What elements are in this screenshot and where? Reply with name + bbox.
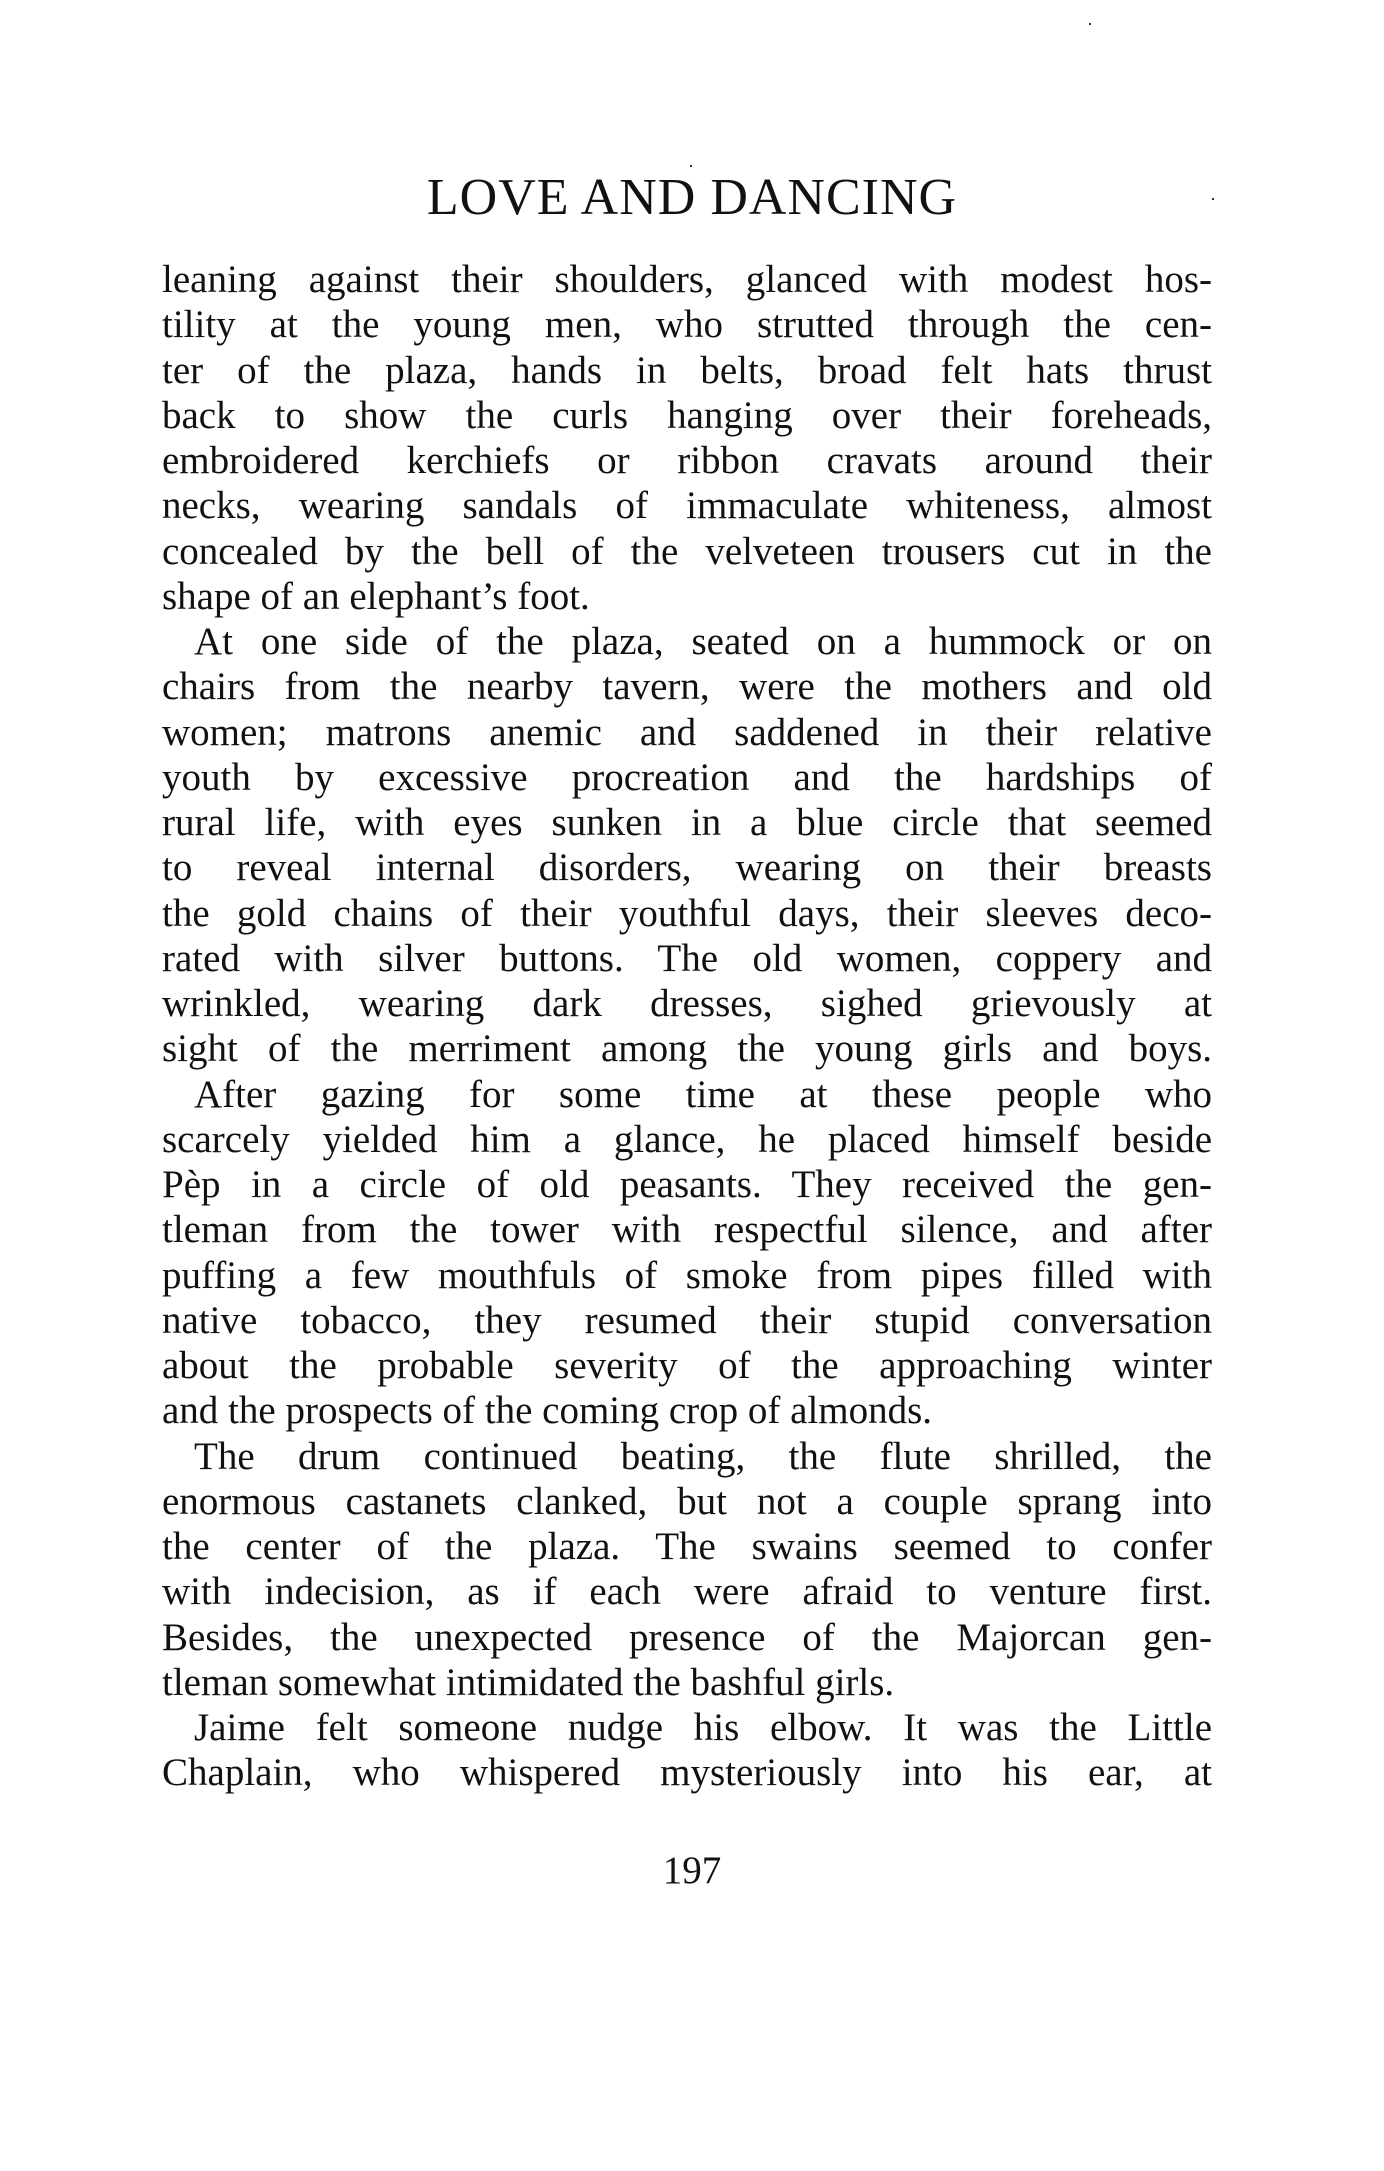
- text-line: scarcely yielded him a glance, he placed himself beside: [162, 1117, 1212, 1161]
- text-line: shape of an elephant’s foot.: [162, 574, 590, 618]
- text-line: Jaime felt someone nudge his elbow. It was the Little: [194, 1706, 1212, 1749]
- text-line: puffing a few mouthfuls of smoke from pipes filled with: [162, 1253, 1212, 1297]
- text-line: ter of the plaza, hands in belts, broad felt hats thrust: [162, 348, 1212, 392]
- paragraph-1: [162, 257, 1212, 619]
- text-line: about the probable severity of the approaching winter: [162, 1344, 1212, 1387]
- page-number: 197: [662, 1849, 722, 1892]
- paragraph-2: [162, 619, 1212, 1072]
- text-line: back to show the curls hanging over their foreheads,: [162, 393, 1212, 437]
- scan-speck: [690, 165, 692, 167]
- text-line: tleman somewhat intimidated the bashful girls.: [162, 1660, 895, 1704]
- text-line: At one side of the plaza, seated on a hummock or on: [194, 620, 1212, 663]
- text-line: necks, wearing sandals of immaculate whiteness, almost: [162, 484, 1212, 528]
- paragraph-4: [162, 1434, 1212, 1706]
- text-line: tility at the young men, who strutted through the cen-: [162, 303, 1212, 347]
- text-line: concealed by the bell of the velveteen trousers cut in the: [162, 529, 1212, 573]
- text-line: youth by excessive procreation and the hardships of: [162, 755, 1212, 799]
- text-line: Pèp in a circle of old peasants. They received the gen-: [162, 1163, 1212, 1206]
- text-line: and the prospects of the coming crop of almonds.: [162, 1389, 933, 1433]
- scan-speck: [1089, 23, 1091, 25]
- text-line: native tobacco, they resumed their stupid conversation: [162, 1298, 1212, 1342]
- text-line: the gold chains of their youthful days, their sleeves deco-: [162, 891, 1212, 935]
- body-text: [162, 257, 1212, 1796]
- text-line: wrinkled, wearing dark dresses, sighed grievously at: [162, 982, 1212, 1025]
- paragraph-5: [162, 1705, 1212, 1796]
- text-line: leaning against their shoulders, glanced with modest hos-: [162, 258, 1212, 301]
- text-line: women; matrons anemic and saddened in their relative: [162, 710, 1212, 754]
- text-line: sight of the merriment among the young girls and boys.: [162, 1027, 1212, 1071]
- text-line: After gazing for some time at these people who: [194, 1072, 1212, 1116]
- text-line: rural life, with eyes sunken in a blue circle that seemed: [162, 801, 1212, 844]
- text-line: the center of the plaza. The swains seemed to confer: [162, 1525, 1212, 1568]
- text-line: chairs from the nearby tavern, were the mothers and old: [162, 665, 1212, 709]
- text-line: Chaplain, who whispered mysteriously into his ear, at: [162, 1751, 1212, 1795]
- scan-speck: [1212, 198, 1214, 200]
- text-line: with indecision, as if each were afraid to venture first.: [162, 1570, 1212, 1614]
- text-line: tleman from the tower with respectful silence, and after: [162, 1208, 1212, 1252]
- text-line: The drum continued beating, the flute shrilled, the: [194, 1434, 1212, 1478]
- text-line: Besides, the unexpected presence of the Majorcan gen-: [162, 1615, 1212, 1659]
- running-head: LOVE AND DANCING: [426, 169, 958, 226]
- paragraph-3: [162, 1072, 1212, 1434]
- text-line: enormous castanets clanked, but not a couple sprang into: [162, 1479, 1212, 1523]
- text-line: to reveal internal disorders, wearing on their breasts: [162, 846, 1212, 890]
- text-line: rated with silver buttons. The old women, coppery and: [162, 936, 1212, 980]
- text-line: embroidered kerchiefs or ribbon cravats around their: [162, 439, 1212, 482]
